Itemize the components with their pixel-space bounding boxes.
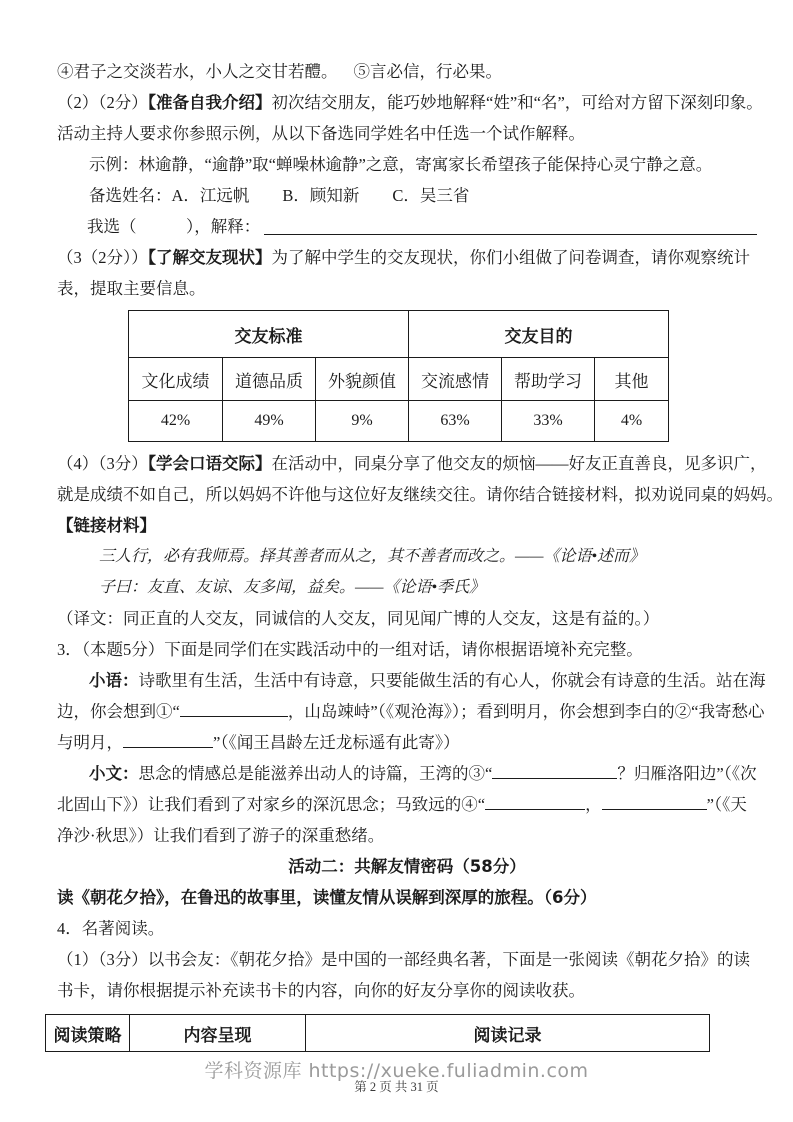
q2-3-text: 为了解中学生的交友现状，你们小组做了问卷调查，请你观察统计 bbox=[271, 248, 750, 267]
line-q4-part1-1 bbox=[57, 944, 757, 975]
xiaoyu-text-3a: 与明月， bbox=[57, 733, 123, 752]
poem-blank-4a bbox=[485, 806, 585, 810]
line-maxims bbox=[57, 56, 757, 87]
survey-value: 33% bbox=[502, 401, 595, 442]
q2-4-section-tag: 【学会口语交际】 bbox=[147, 454, 272, 473]
q2-2-text: 初次结交朋友，能巧妙地解释“姓”和“名”，可给对方留下深刻印象。 bbox=[271, 93, 763, 112]
xiaowen-text-2b: ， bbox=[585, 795, 602, 814]
survey-col-header: 交流感情 bbox=[409, 358, 502, 401]
q2-3-section-tag: 【了解交友现状】 bbox=[147, 248, 272, 267]
line-q3-intro bbox=[57, 634, 757, 665]
survey-group-standard: 交友标准 bbox=[129, 311, 409, 358]
survey-value: 4% bbox=[595, 401, 669, 442]
survey-column-header-row bbox=[129, 358, 669, 401]
line-xiaoyu-2 bbox=[57, 696, 765, 727]
q2-4-text2: 就是成绩不如自己，所以妈妈不许他与这位好友继续交往。请你结合链接材料，拟劝说同桌的妈妈。 bbox=[57, 485, 783, 504]
line-link-material-title bbox=[57, 510, 757, 541]
q2-2-options: 备选姓名：A．江远帆 B．顾知新 C．吴三省 bbox=[89, 186, 470, 205]
poem-blank-4b bbox=[602, 806, 707, 810]
quote-translation: （译文：同正直的人交友，同诚信的人交友，同见闻广博的人交友，这是有益的。） bbox=[57, 609, 660, 628]
line-q2-2-options bbox=[57, 180, 757, 211]
xiaowen-text-1b: ？归雁洛阳边”（《次 bbox=[617, 764, 757, 783]
reading-card-header-row bbox=[46, 1015, 710, 1052]
survey-value: 42% bbox=[129, 401, 223, 442]
survey-col-header: 外貌颜值 bbox=[316, 358, 409, 401]
maxim-5: ⑤言必信，行必果。 bbox=[353, 62, 502, 81]
line-xiaowen-2 bbox=[57, 789, 757, 820]
line-xiaowen-1 bbox=[57, 758, 757, 789]
speaker-xiaowen: 小文： bbox=[89, 764, 139, 783]
q4-part1-text2: 书卡，请你根据提示补充读书卡的内容，向你的好友分享你的阅读收获。 bbox=[57, 981, 585, 1000]
reading-card-header-strategy: 阅读策略 bbox=[46, 1015, 130, 1052]
q4-intro: 4．名著阅读。 bbox=[57, 919, 165, 938]
q2-2-number: （2）（2分） bbox=[57, 93, 148, 112]
line-xiaowen-3 bbox=[57, 820, 757, 851]
xiaoyu-text-1: 诗歌里有生活，生活中有诗意，只要能做生活的有心人，你就会有诗意的生活。站在海 bbox=[138, 671, 766, 690]
quote-lunyu-shuer: 三人行，必有我师焉。择其善者而从之，其不善者而改之。——《论语•述而》 bbox=[99, 548, 646, 565]
quote-lunyu-jishi: 子曰：友直、友谅、友多闻，益矣。——《论语•季氏》 bbox=[99, 579, 486, 596]
reading-card-table bbox=[45, 1014, 710, 1052]
xiaowen-text-2c: ”（《天 bbox=[706, 795, 747, 814]
survey-col-header: 道德品质 bbox=[223, 358, 316, 401]
survey-group-header-row bbox=[129, 311, 669, 358]
reading-card-header-content: 内容呈现 bbox=[130, 1015, 306, 1052]
activity2-subtitle-text: 读《朝花夕拾》，在鲁迅的故事里，读懂友情从误解到深厚的旅程。（6分） bbox=[57, 888, 597, 907]
line-quote-1 bbox=[57, 541, 757, 572]
line-xiaoyu-1 bbox=[57, 665, 766, 696]
q2-3-number: （3（2分）） bbox=[57, 248, 148, 267]
poem-blank-3 bbox=[492, 775, 617, 779]
q2-2-section-tag: 【准备自我介绍】 bbox=[147, 93, 272, 112]
q2-3-text2: 表，提取主要信息。 bbox=[57, 279, 206, 298]
xiaoyu-text-2a: 边，你会想到①“ bbox=[57, 702, 180, 721]
link-material-title: 【链接材料】 bbox=[57, 516, 156, 535]
q2-2-example: 示例：林逾静，“逾静”取“蝉噪林逾静”之意，寄寓家长希望孩子能保持心灵宁静之意。 bbox=[89, 155, 713, 174]
xiaowen-text-3: 净沙·秋思》）让我们看到了游子的深重愁绪。 bbox=[57, 826, 385, 845]
poem-blank-2 bbox=[123, 744, 213, 748]
answer-blank-line bbox=[264, 233, 757, 235]
survey-col-header: 其他 bbox=[595, 358, 669, 401]
reading-card-header-record: 阅读记录 bbox=[306, 1015, 710, 1052]
survey-table bbox=[128, 310, 669, 442]
speaker-xiaoyu: 小语： bbox=[89, 671, 139, 690]
activity2-title-text: 活动二：共解友情密码（58分） bbox=[288, 857, 526, 876]
survey-value: 49% bbox=[223, 401, 316, 442]
line-q2-2-intro bbox=[57, 87, 763, 118]
survey-col-header: 文化成绩 bbox=[129, 358, 223, 401]
line-q4-part1-2 bbox=[57, 975, 757, 1006]
line-q2-4-intro bbox=[57, 448, 767, 479]
page-number: 第 2 页 共 31 页 bbox=[354, 1080, 439, 1094]
xiaowen-text-2a: 北固山下》）让我们看到了对家乡的深沉思念；马致远的④“ bbox=[57, 795, 486, 814]
q2-4-number: （4）（3分） bbox=[57, 454, 148, 473]
survey-col-header: 帮助学习 bbox=[502, 358, 595, 401]
q2-2-text2: 活动主持人要求你参照示例，从以下备选同学姓名中任选一个试作解释。 bbox=[57, 124, 585, 143]
survey-value: 9% bbox=[316, 401, 409, 442]
survey-group-purpose: 交友目的 bbox=[409, 311, 669, 358]
line-q2-3-text2 bbox=[57, 273, 757, 304]
survey-value: 63% bbox=[409, 401, 502, 442]
line-xiaoyu-3 bbox=[57, 727, 757, 758]
line-translation bbox=[57, 603, 757, 634]
line-q4-intro bbox=[57, 913, 757, 944]
survey-value-row bbox=[129, 401, 669, 442]
line-q2-3-intro bbox=[57, 242, 757, 273]
line-q2-2-text2 bbox=[57, 118, 757, 149]
xiaoyu-text-3b: ”（《闻王昌龄左迁龙标遥有此寄》） bbox=[213, 733, 460, 752]
line-quote-2 bbox=[57, 572, 757, 603]
xiaowen-text-1a: 思念的情感总是能滋养出动人的诗篇，王湾的③“ bbox=[138, 764, 493, 783]
xiaoyu-text-2b: ，山岛竦峙”（《观沧海》）；看到明月，你会想到李白的②“我寄愁心 bbox=[287, 702, 765, 721]
watermark-site-link: 学科资源库 https://xueke.fuliadmin.com bbox=[204, 1060, 589, 1082]
activity2-subtitle bbox=[57, 882, 757, 913]
line-q2-4-text2 bbox=[57, 479, 783, 510]
activity2-title bbox=[57, 851, 757, 882]
poem-blank-1 bbox=[180, 713, 288, 717]
q2-4-text: 在活动中，同桌分享了他交友的烦恼——好友正直善良，见多识广， bbox=[271, 454, 767, 473]
line-q2-2-answer bbox=[57, 211, 757, 242]
q4-part1-text1: （1）（3分）以书会友：《朝花夕拾》是中国的一部经典名著，下面是一张阅读《朝花夕拾》的读 bbox=[57, 950, 750, 969]
q3-intro: 3．（本题5分）下面是同学们在实践活动中的一组对话，请你根据语境补充完整。 bbox=[57, 640, 643, 659]
maxim-4: ④君子之交淡若水，小人之交甘若醴。 bbox=[57, 62, 338, 81]
line-q2-2-example bbox=[57, 149, 757, 180]
q2-2-answer-prefix: 我选（ ），解释： bbox=[87, 217, 261, 236]
